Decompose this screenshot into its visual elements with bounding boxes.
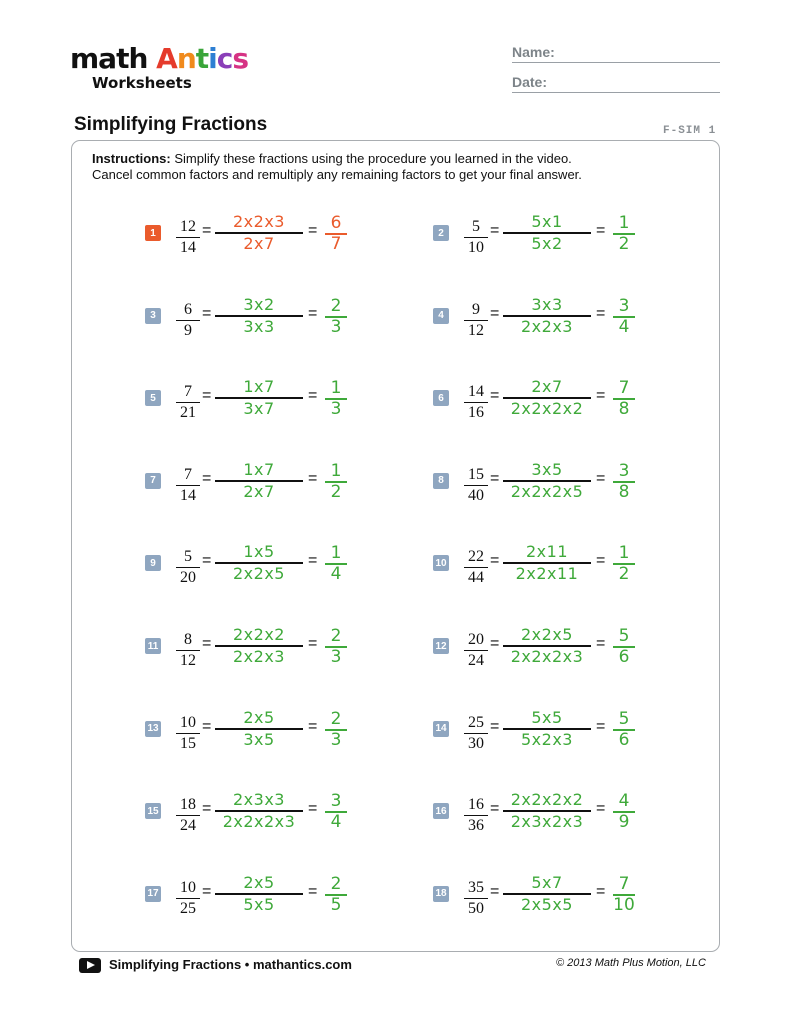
answer-fraction [613,875,635,915]
problem-number: 1 [145,225,161,241]
answer-denominator: 8 [618,399,630,420]
given-numerator: 22 [464,548,488,568]
date-field[interactable] [512,74,720,93]
equals-sign: = [308,552,318,570]
factored-denominator: 2x2x3 [521,316,573,336]
given-fraction [464,218,488,257]
problem-number: 6 [433,390,449,406]
play-icon [79,958,101,973]
equals-sign: = [596,635,606,652]
given-denominator: 44 [468,569,484,587]
factored-numerator: 5x7 [531,872,563,892]
factored-denominator: 3x5 [243,729,275,749]
factored-numerator: 1x7 [243,377,275,397]
equals-sign: = [596,552,606,570]
problem [145,872,365,937]
equals-sign: = [596,882,606,900]
answer-numerator: 1 [325,379,347,400]
given-denominator: 14 [180,239,196,256]
answer-numerator: 3 [613,297,635,318]
given-numerator: 35 [464,879,488,899]
answer-numerator: 7 [613,379,635,400]
instructions [92,151,692,183]
answer-fraction [613,544,635,584]
problem [145,790,365,854]
problem [433,294,653,359]
factored-denominator: 2x2x2x3 [222,812,296,832]
equals-sign: = [308,469,318,487]
answer-denominator: 8 [618,481,630,502]
factored-numerator: 3x5 [531,459,563,479]
factored-numerator: 2x11 [525,542,568,562]
equals-sign: = [490,222,500,239]
factored-numerator: 1x7 [243,459,275,479]
answer-fraction [613,214,635,254]
answer-denominator: 2 [618,234,630,254]
problem [433,790,653,854]
answer-numerator: 1 [325,544,347,565]
factored-denominator: 2x3x2x3 [510,812,584,832]
given-numerator: 5 [176,548,200,568]
answer-fraction [325,627,347,667]
given-denominator: 9 [184,321,192,339]
answer-denominator: 5 [330,894,342,915]
given-denominator: 50 [468,899,484,917]
equals-sign: = [308,387,318,405]
given-numerator: 25 [464,714,488,734]
given-denominator: 20 [180,569,196,587]
problem-number: 15 [145,803,161,819]
given-numerator: 10 [176,714,200,734]
given-numerator: 20 [464,631,488,651]
problem-number: 5 [145,390,161,406]
answer-denominator: 2 [330,481,342,502]
given-numerator: 15 [464,466,488,486]
factored-numerator: 5x1 [531,212,563,231]
given-fraction [464,466,488,505]
given-fraction [464,301,488,340]
given-numerator: 12 [176,218,200,238]
factored-numerator: 5x5 [531,707,563,727]
problem [145,294,365,359]
problem-number: 9 [145,555,161,571]
problem-number: 12 [433,638,449,654]
equals-sign: = [308,717,318,735]
problem [433,872,653,937]
factored-denominator: 2x7 [243,481,275,501]
answer-numerator: 2 [325,710,347,731]
answer-denominator: 3 [330,729,342,750]
answer-denominator: 9 [618,812,630,833]
answer-numerator: 3 [325,792,347,813]
given-fraction [176,218,200,257]
logo-subtitle: Worksheets [92,74,192,92]
equals-sign: = [202,800,212,818]
logo-antics-letter: t [195,42,209,75]
answer-denominator: 10 [613,894,635,915]
equals-sign: = [308,882,318,900]
given-fraction [464,631,488,670]
given-numerator: 18 [176,796,200,816]
equals-sign: = [596,304,606,322]
factored-denominator: 2x2x2x2 [510,399,584,419]
logo-antics-letter: A [156,42,177,75]
problem-number: 16 [433,803,449,819]
factored-denominator: 2x2x3 [233,647,285,666]
equals-sign: = [308,635,318,652]
answer-numerator: 2 [325,297,347,318]
problem-number: 2 [433,225,449,241]
answer-fraction [325,710,347,750]
answer-numerator: 7 [613,875,635,896]
factored-numerator: 3x2 [243,294,275,314]
equals-sign: = [202,222,212,239]
factored-denominator: 2x2x2x5 [510,481,584,501]
given-denominator: 15 [180,734,196,752]
answer-denominator: 2 [618,564,630,585]
worksheet-code: F-SIM 1 [663,125,717,137]
equals-sign: = [490,304,500,322]
factored-numerator: 3x3 [531,294,563,314]
equals-sign: = [490,717,500,735]
given-denominator: 30 [468,734,484,752]
factored-numerator: 2x5 [243,707,275,727]
instructions-label: Instructions: [92,151,171,166]
problem-number: 7 [145,473,161,489]
equals-sign: = [596,387,606,405]
given-fraction [176,301,200,340]
equals-sign: = [202,552,212,570]
problem [145,212,365,276]
answer-fraction [613,462,635,502]
given-fraction [176,714,200,753]
given-denominator: 40 [468,486,484,504]
page-title: Simplifying Fractions [74,114,268,135]
given-fraction [176,466,200,505]
factored-denominator: 5x5 [243,894,275,914]
problem-number: 8 [433,473,449,489]
problem [433,377,653,441]
given-denominator: 36 [468,817,484,835]
answer-numerator: 2 [325,627,347,648]
answer-denominator: 4 [330,812,342,833]
given-denominator: 14 [180,486,196,504]
equals-sign: = [490,469,500,487]
given-numerator: 5 [464,218,488,238]
name-label: Name: [512,44,555,60]
given-denominator: 10 [468,239,484,256]
equals-sign: = [202,717,212,735]
equals-sign: = [490,800,500,818]
logo-title [70,44,248,74]
given-fraction [176,548,200,587]
factored-denominator: 5x2 [531,234,563,253]
footer-text: Simplifying Fractions • mathantics.com [109,957,352,972]
footer-link[interactable] [79,957,352,973]
answer-fraction [325,297,347,337]
problem-number: 17 [145,886,161,902]
answer-denominator: 4 [330,564,342,585]
factored-numerator: 1x5 [243,542,275,562]
answer-fraction [613,792,635,832]
given-fraction [176,631,200,670]
answer-denominator: 7 [330,234,342,254]
answer-denominator: 3 [330,399,342,420]
factored-numerator: 2x2x2x2 [510,790,584,810]
answer-fraction [325,544,347,584]
given-numerator: 9 [464,301,488,321]
answer-fraction [325,214,347,254]
given-denominator: 12 [180,652,196,669]
answer-fraction [613,710,635,750]
answer-fraction [613,627,635,667]
given-fraction [464,879,488,918]
given-fraction [176,879,200,918]
factored-numerator: 2x2x5 [521,625,573,644]
problem-number: 4 [433,308,449,324]
factored-numerator: 2x3x3 [233,790,285,810]
problem [433,212,653,276]
problem [433,707,653,772]
given-fraction [176,796,200,835]
given-fraction [464,714,488,753]
problem [433,542,653,606]
equals-sign: = [596,800,606,818]
problem-number: 3 [145,308,161,324]
factored-denominator: 5x2x3 [521,729,573,749]
answer-fraction [325,792,347,832]
given-numerator: 6 [176,301,200,321]
problem-number: 10 [433,555,449,571]
given-numerator: 8 [176,631,200,651]
factored-numerator: 2x2x2 [233,625,285,644]
given-denominator: 16 [468,404,484,422]
answer-fraction [325,875,347,915]
logo-antics-letter: n [176,42,196,75]
problem [433,459,653,524]
given-numerator: 14 [464,383,488,403]
factored-numerator: 2x5 [243,872,275,892]
answer-fraction [325,462,347,502]
problem [433,625,653,689]
equals-sign: = [490,882,500,900]
logo-antics-letter: c [216,42,233,75]
logo-antics [156,42,248,75]
given-numerator: 7 [176,466,200,486]
logo [70,44,248,92]
problem-number: 14 [433,721,449,737]
problem [145,625,365,689]
answer-numerator: 3 [613,462,635,483]
given-denominator: 25 [180,899,196,917]
name-field[interactable] [512,44,720,63]
equals-sign: = [202,469,212,487]
equals-sign: = [202,304,212,322]
answer-numerator: 1 [613,214,635,235]
given-fraction [464,548,488,587]
answer-numerator: 1 [325,462,347,483]
equals-sign: = [596,717,606,735]
date-label: Date: [512,74,548,90]
answer-numerator: 1 [613,544,635,565]
instructions-line1: Simplify these fractions using the procedure you learned in the video. [170,151,572,166]
answer-fraction [325,379,347,419]
factored-numerator: 2x7 [531,377,563,397]
answer-fraction [613,297,635,337]
answer-numerator: 6 [325,214,347,235]
factored-denominator: 2x7 [243,234,275,253]
problem-number: 11 [145,638,161,654]
instructions-line2: Cancel common factors and remultiply any remaining factors to get your final answer. [92,167,582,182]
answer-numerator: 5 [613,627,635,648]
answer-numerator: 2 [325,875,347,896]
equals-sign: = [490,387,500,405]
logo-antics-letter: s [232,42,249,75]
answer-denominator: 3 [330,316,342,337]
given-denominator: 24 [180,817,196,835]
given-fraction [464,383,488,422]
equals-sign: = [490,635,500,652]
factored-denominator: 2x2x2x3 [510,647,584,666]
logo-math: math [70,42,148,75]
factored-denominator: 2x2x11 [515,564,579,584]
answer-numerator: 5 [613,710,635,731]
answer-fraction [613,379,635,419]
problem [145,707,365,772]
given-denominator: 12 [468,321,484,339]
factored-denominator: 2x2x5 [233,564,285,584]
copyright: © 2013 Math Plus Motion, LLC [556,957,706,969]
logo-antics-letter: i [208,42,217,75]
given-numerator: 7 [176,383,200,403]
problem [145,542,365,606]
equals-sign: = [202,882,212,900]
given-numerator: 10 [176,879,200,899]
equals-sign: = [308,222,318,239]
factored-denominator: 3x3 [243,316,275,336]
problem-number: 13 [145,721,161,737]
given-denominator: 24 [468,652,484,669]
problem [145,459,365,524]
factored-denominator: 3x7 [243,399,275,419]
answer-denominator: 6 [618,647,630,667]
equals-sign: = [596,222,606,239]
equals-sign: = [490,552,500,570]
given-fraction [464,796,488,835]
answer-denominator: 4 [618,316,630,337]
answer-numerator: 4 [613,792,635,813]
factored-numerator: 2x2x3 [233,212,285,231]
problem [145,377,365,441]
answer-denominator: 3 [330,647,342,667]
answer-denominator: 6 [618,729,630,750]
given-fraction [176,383,200,422]
problem-number: 18 [433,886,449,902]
equals-sign: = [202,387,212,405]
factored-denominator: 2x5x5 [521,894,573,914]
equals-sign: = [308,800,318,818]
equals-sign: = [596,469,606,487]
equals-sign: = [308,304,318,322]
equals-sign: = [202,635,212,652]
given-numerator: 16 [464,796,488,816]
given-denominator: 21 [180,404,196,422]
